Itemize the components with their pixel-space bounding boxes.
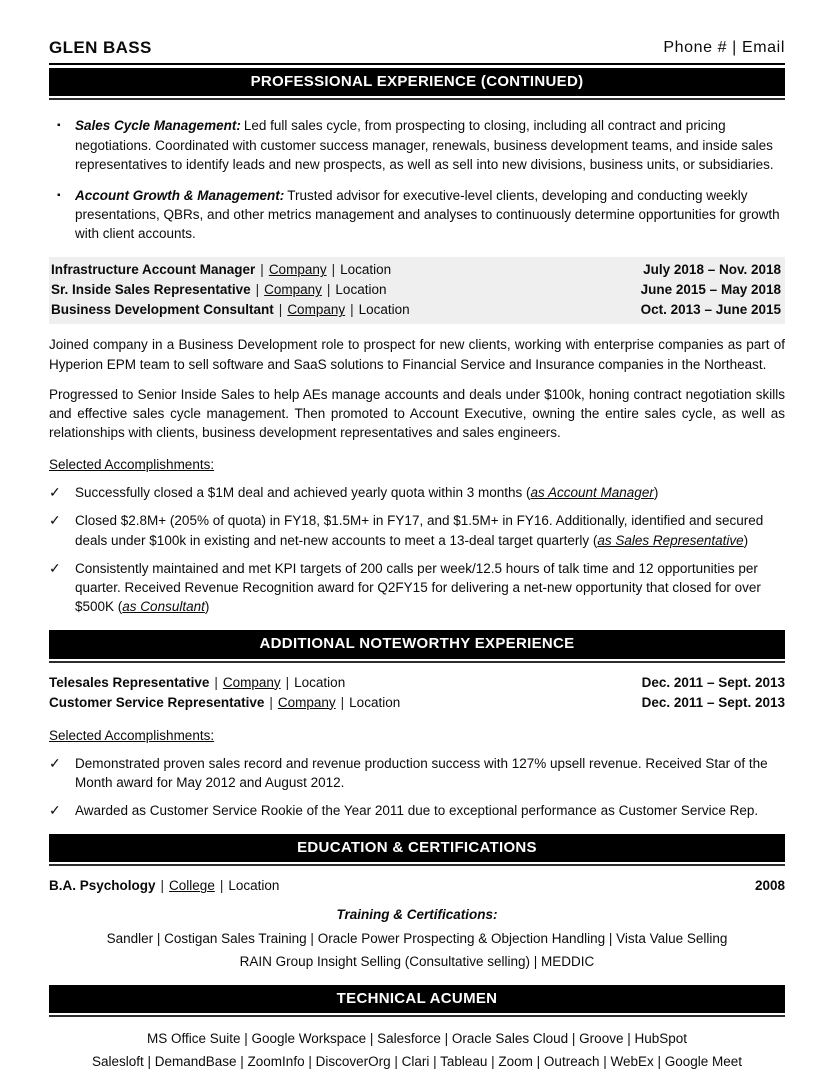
job-left bbox=[49, 693, 400, 713]
accomplishment-body: Consistently maintained and met KPI targets of 200 calls per week/12.5 hours of talk time and 12 opportunities per quarter. Received Revenue Recognition award for Q2FY15 for delivering a net-new opportunity that closed for over $500K ( bbox=[75, 560, 761, 615]
section-bar-additional-experience: ADDITIONAL NOTEWORTHY EXPERIENCE bbox=[49, 630, 785, 658]
degree-row bbox=[49, 876, 785, 896]
separator: | bbox=[255, 282, 260, 298]
square-bullet-icon: ▪ bbox=[57, 120, 61, 132]
separator: | bbox=[285, 674, 290, 690]
job-company: Company bbox=[264, 282, 322, 298]
accomplishment-item bbox=[49, 754, 785, 792]
job-company: Company bbox=[287, 302, 346, 318]
job-row bbox=[51, 280, 781, 300]
square-bullet-icon: ▪ bbox=[57, 189, 61, 201]
job-dates: June 2015 – May 2018 bbox=[640, 282, 781, 298]
job-left bbox=[51, 280, 386, 300]
accomplishment-role: as Sales Representative bbox=[597, 532, 744, 548]
accomplishment-role: as Account Manager bbox=[530, 485, 654, 501]
job-location: Location bbox=[349, 694, 401, 710]
section-bar-education: EDUCATION & CERTIFICATIONS bbox=[49, 834, 785, 862]
separator: | bbox=[214, 674, 218, 690]
school-location: Location bbox=[228, 878, 280, 894]
separator: | bbox=[160, 878, 165, 894]
job-location: Location bbox=[294, 674, 346, 690]
job-title: Business Development Consultant bbox=[51, 302, 274, 318]
job-history-block bbox=[49, 257, 785, 324]
job-title: Customer Service Representative bbox=[49, 694, 265, 710]
competency-text bbox=[75, 116, 785, 173]
check-icon: ✓ bbox=[49, 802, 61, 818]
competency-lead: Sales Cycle Management: bbox=[75, 118, 241, 134]
accomplishment-close: ) bbox=[743, 532, 749, 548]
competency-body: Led full sales cycle, from prospecting to closing, including all contract and pricing negotiations. Coordinated with customer success manager, renewals, business development teams, and inside sales representatives to identify leads and new prospects, as well as sell into new divisions, business units, or subsidiaries. bbox=[75, 118, 774, 172]
candidate-name: GLEN BASS bbox=[49, 38, 152, 57]
accomplishment-text bbox=[75, 559, 785, 616]
job-dates: July 2018 – Nov. 2018 bbox=[643, 262, 781, 278]
separator: | bbox=[278, 302, 283, 318]
accomplishment-item bbox=[49, 801, 785, 820]
accomplishment-body: Closed $2.8M+ (205% of quota) in FY18, $1.5M+ in FY17, and $1.5M+ in FY16. Additionally, identified and secured deals under $100k in existing and net-new accounts to meet a 13-deal target quarterly ( bbox=[75, 513, 764, 548]
accomplishment-text bbox=[75, 511, 785, 549]
job-company: Company bbox=[268, 262, 327, 278]
education-block bbox=[49, 876, 785, 896]
accomplishment-item bbox=[49, 559, 785, 616]
job-title: Infrastructure Account Manager bbox=[51, 262, 256, 278]
accomplishment-close: ) bbox=[653, 485, 659, 501]
job-row bbox=[49, 673, 785, 693]
check-icon: ✓ bbox=[49, 484, 61, 501]
job-row bbox=[51, 300, 781, 320]
selected-accomplishments-label: Selected Accomplishments: bbox=[49, 727, 215, 743]
accomplishment-close: ) bbox=[204, 599, 210, 615]
section-bar-technical: TECHNICAL ACUMEN bbox=[49, 985, 785, 1013]
job-location: Location bbox=[340, 262, 392, 278]
job-dates: Oct. 2013 – June 2015 bbox=[640, 302, 781, 318]
accomplishment-text bbox=[75, 483, 785, 502]
training-line: Sandler | Costigan Sales Training | Oracle Power Prospecting & Objection Handling | Vista Value Selling bbox=[106, 930, 728, 946]
separator: | bbox=[326, 282, 331, 298]
selected-accomplishments-label: Selected Accomplishments: bbox=[49, 457, 215, 473]
summary-paragraph: Progressed to Senior Inside Sales to help AEs manage accounts and deals under $100k, honing contract negotiation skills and effective sales cycle management. Then promoted to Account Executive, owning the entire sales cycle, as well as relationships with clients, business development representatives and sales engineers. bbox=[49, 386, 785, 440]
competency-item bbox=[49, 186, 785, 243]
separator: | bbox=[350, 302, 354, 318]
competency-text bbox=[75, 186, 785, 243]
job-left bbox=[49, 673, 345, 693]
accomplishment-list bbox=[49, 483, 785, 616]
separator: | bbox=[269, 694, 273, 710]
check-icon: ✓ bbox=[49, 754, 61, 771]
job-dates: Dec. 2011 – Sept. 2013 bbox=[641, 694, 785, 710]
summary-paragraph: Joined company in a Business Development role to prospect for new clients, working with enterprise companies as part of Hyperion EPM team to sell software and SaaS solutions to Financial Service and Insurance companies in the Northeast. bbox=[49, 337, 785, 372]
accomplishment-item bbox=[49, 483, 785, 502]
graduation-year: 2008 bbox=[754, 878, 785, 894]
contact-info: Phone # | Email bbox=[663, 39, 785, 57]
separator: | bbox=[331, 262, 336, 278]
accomplishment-item bbox=[49, 511, 785, 549]
job-left bbox=[51, 260, 391, 280]
job-left bbox=[51, 300, 410, 320]
accomplishment-text: Demonstrated proven sales record and revenue production success with 127% upsell revenue. Received Star of the Month award for May 2012 and August 2012. bbox=[75, 755, 768, 790]
degree-left bbox=[49, 876, 279, 896]
technical-skills-line: MS Office Suite | Google Workspace | Salesforce | Oracle Sales Cloud | Groove | HubSpot bbox=[146, 1031, 688, 1047]
separator: | bbox=[340, 694, 345, 710]
technical-skills-block bbox=[49, 1029, 785, 1071]
accomplishment-text: Awarded as Customer Service Rookie of the Year 2011 due to exceptional performance as Customer Service Rep. bbox=[75, 803, 759, 818]
job-row bbox=[49, 693, 785, 713]
job-dates: Dec. 2011 – Sept. 2013 bbox=[641, 674, 785, 690]
accomplishment-role: as Consultant bbox=[122, 599, 205, 615]
technical-skills-line: Salesloft | DemandBase | ZoomInfo | DiscoverOrg | Clari | Tableau | Zoom | Outreach | WebEx | Google Meet bbox=[91, 1054, 743, 1070]
job-location: Location bbox=[358, 302, 410, 318]
training-title: Training & Certifications: bbox=[336, 907, 498, 923]
separator: | bbox=[260, 262, 264, 278]
page-header bbox=[49, 36, 785, 65]
job-company: Company bbox=[277, 694, 336, 710]
degree-title: B.A. Psychology bbox=[49, 878, 156, 894]
job-row bbox=[51, 260, 781, 280]
separator: | bbox=[219, 878, 224, 894]
job-location: Location bbox=[335, 282, 387, 298]
competency-body: Trusted advisor for executive-level clients, developing and conducting weekly presentations, QBRs, and other metrics management and analyses to continuously determine opportunities for growth with client accounts. bbox=[75, 187, 780, 242]
section-bar-professional-experience: PROFESSIONAL EXPERIENCE (CONTINUED) bbox=[49, 68, 785, 96]
job-company: Company bbox=[222, 674, 281, 690]
job-history-block bbox=[49, 673, 785, 713]
accomplishment-list bbox=[49, 754, 785, 820]
check-icon: ✓ bbox=[49, 559, 61, 576]
training-line: RAIN Group Insight Selling (Consultative selling) | MEDDIC bbox=[239, 953, 595, 969]
competency-lead: Account Growth & Management: bbox=[75, 187, 285, 203]
job-title: Sr. Inside Sales Representative bbox=[51, 282, 251, 298]
school-name: College bbox=[169, 878, 215, 894]
check-icon: ✓ bbox=[49, 512, 61, 529]
job-title: Telesales Representative bbox=[49, 674, 210, 690]
competency-list bbox=[49, 116, 785, 243]
competency-item bbox=[49, 116, 785, 173]
accomplishment-body: Successfully closed a $1M deal and achieved yearly quota within 3 months ( bbox=[75, 485, 531, 501]
